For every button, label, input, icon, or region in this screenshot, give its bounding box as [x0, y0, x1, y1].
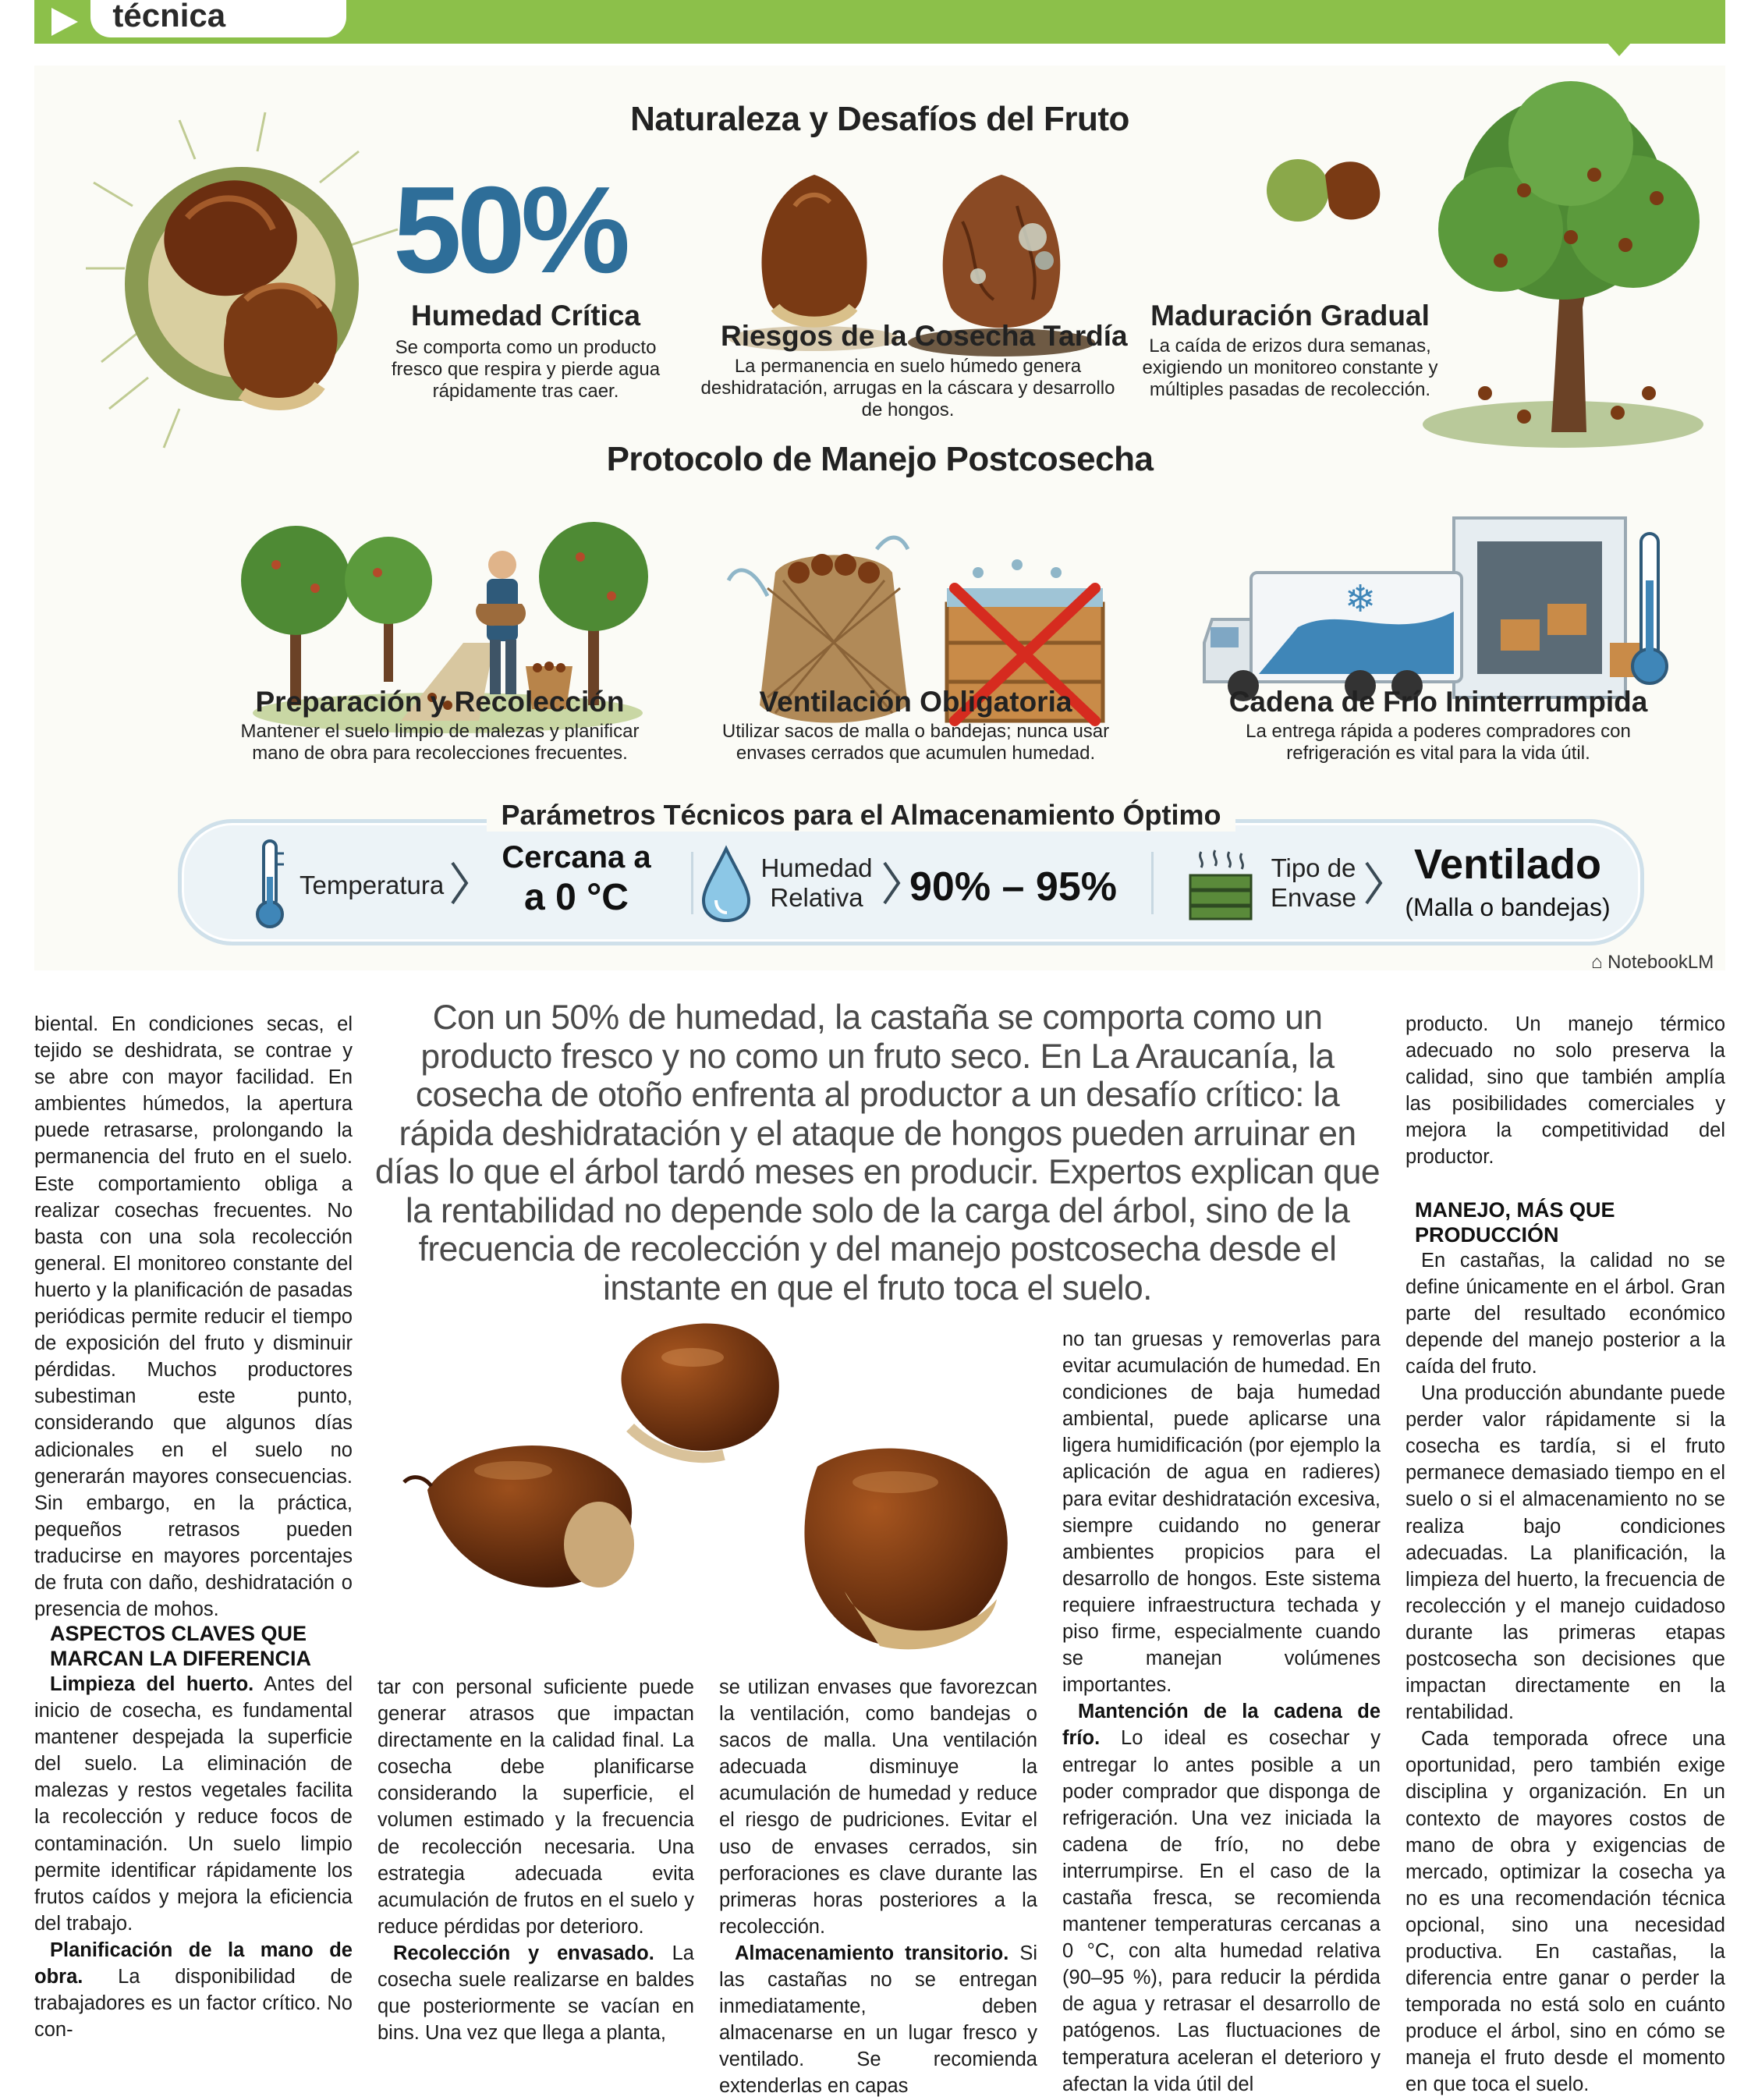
- paragraph: no tan gruesas y removerlas para evitar acumulación de humedad. En condiciones de baja humedad ambiental, puede aplicarse una ligera humidificación (por ejemplo la aplicación de agua en radieres) para evitar deshidratación excesiva, siempre cuidando no generar ambientes propicios para el desarrollo de hongos. Este sistema requiere infraestructura techada y piso firme, especialmente cuando se manejan volúmenes importantes.: [1062, 1328, 1381, 1697]
- water-drop-icon: [699, 846, 753, 924]
- card-text-ventilacion: Utilizar sacos de malla o bandejas; nunca usar envases cerrados que acumulen humedad.: [721, 721, 1110, 764]
- card-title-ventilacion: Ventilación Obligatoria: [759, 686, 1072, 718]
- article-column-2: [378, 1674, 694, 2046]
- thermometer-icon: [254, 838, 285, 931]
- param-value-humedad: 90% – 95%: [909, 864, 1117, 910]
- param-divider: [1151, 852, 1154, 914]
- paragraph: Cada temporada ofrece una oportunidad, pero también exige disciplina y organización. En un contexto de mayores costos de mano de obra y exigencias de mercado, optimizar la cosecha ya no es una recomendación técnica opcional, sino una necesidad productiva. En castañas, la diferencia entre ganar o perder la temporada no está solo en cuánto produce el árbol, sino en cómo se maneja el fruto desde el momento en que toca el suelo.: [1405, 1728, 1725, 2096]
- infographic-title-protocol: Protocolo de Manejo Postcosecha: [606, 440, 1154, 478]
- article-column-1-lower: [34, 1621, 353, 2043]
- param-label-temperatura: Temperatura: [300, 871, 445, 899]
- subheading: ASPECTOS CLAVES QUE MARCAN LA DIFERENCIA: [50, 1622, 311, 1670]
- card-title-preparacion: Preparación y Recolección: [255, 686, 625, 718]
- notebooklm-brand: ⌂ NotebookLM: [1591, 952, 1714, 973]
- play-arrow-icon: [34, 0, 90, 44]
- param-divider: [691, 852, 693, 914]
- param-value-envase: Ventilado (Malla o bandejas): [1405, 841, 1611, 921]
- subheading: MANEJO, MÁS QUE PRODUCCIÓN: [1415, 1197, 1615, 1247]
- card-text-cadena-frio: La entrega rápida a poderes compradores con refrigeración es vital para la vida útil.: [1246, 721, 1631, 764]
- paragraph: biental. En condiciones secas, el tejido se deshidrata, se contrae y se abre con mayor facilidad. En ambientes húmedos, la apertura puede retrasarse, prolongando la permanencia del fruto en el suelo. Este comportamiento obliga a realizar cosechas frecuentes. No basta con una sola recolección general. El monitoreo constante del huerto y la planificación de pasadas periódicas permite reducir el tiempo de exposición del fruto y disminuir pérdidas. Muchos productores subestiman este punto, considerando que algunos días adicionales en el suelo no generarán mayores consecuencias. Sin embargo, en la práctica, pequeños retrasos pueden traducirse en mayores porcentajes de fruta con daño, deshidratación o presencia de mohos.: [34, 1013, 353, 1621]
- article-column-1: [34, 1011, 353, 1623]
- paragraph: Recolección y envasado. La cosecha suele realizarse en baldes que posteriormente se vacían en bins. Una vez que llega a planta,: [378, 1942, 694, 2045]
- paragraph: En castañas, la calidad no se define únicamente en el árbol. Gran parte del resultado económico depende del manejo posterior a la caída del fruto.: [1405, 1249, 1725, 1378]
- param-label-envase: Tipo de Envase: [1270, 853, 1357, 912]
- chevron-right-icon: [449, 860, 470, 906]
- card-title-humedad: Humedad Crítica: [410, 300, 640, 332]
- chevron-right-icon: [881, 860, 902, 906]
- param-value-temperatura: Cercana a a 0 °C: [502, 840, 651, 918]
- article-column-5: [1405, 1011, 1725, 2098]
- chevron-right-icon: [1363, 860, 1384, 906]
- article-lede: Con un 50% de humedad, la castaña se comporta como un producto fresco y no como un fruto seco. En La Araucanía, la cosecha de otoño enfrenta al productor a un desafío crítico: la rápida deshidratación y el ataque de hongos pueden arruinar en días lo que el árbol tardó meses en producir. Expertos explican que la rentabilidad no depende solo de la carga del árbol, sino de la frecuencia de recolección y del manejo postcosecha desde el instante en que el fruto toca el suelo.: [374, 999, 1381, 1307]
- card-title-riesgos: Riesgos de la Cosecha Tardía: [721, 320, 1128, 352]
- card-text-preparacion: Mantener el suelo limpio de malezas y planificar mano de obra para recolecciones frecuentes.: [240, 721, 640, 764]
- paragraph: Una producción abundante puede perder valor rápidamente si la cosecha es tardía, si el fruto permanece demasiado tiempo en el suelo o si el almacenamiento no se realiza bajo condiciones adecuadas. La planificación, la limpieza del huerto, la frecuencia de recolección y el manejo cuidadoso durante las primeras etapas postcosecha son decisiones que impactan directamente en la rentabilidad.: [1405, 1382, 1725, 1724]
- humidity-stat: 50%: [393, 161, 626, 299]
- section-tag: [34, 0, 346, 44]
- paragraph: se utilizan envases que favorezcan la ventilación, como bandejas o sacos de malla. Una ventilación adecuada disminuye la acumulación de humedad y reduce el riesgo de pudriciones. Evitar el uso de envases cerrados, sin perforaciones es clave durante las primeras horas posteriores a la recolección.: [719, 1676, 1037, 1938]
- infographic: [34, 66, 1725, 973]
- section-tag-label: técnica: [90, 0, 346, 37]
- param-label-humedad: Humedad Relativa: [760, 853, 873, 912]
- ventilated-crate-icon: [1186, 844, 1256, 922]
- article-column-4: [1062, 1326, 1381, 2098]
- header-notch: [1607, 42, 1632, 56]
- paragraph: tar con personal suficiente puede generar atrasos que impactan directamente en la calidad final. La cosecha debe planificarse considerando la superficie, el volumen estimado y la frecuencia de recolección necesaria. Una estrategia adecuada evita acumulación de frutos en el suelo y reduce pérdidas por deterioro.: [378, 1676, 694, 1938]
- paragraph: Mantención de la cadena de frío. Lo ideal es cosechar y entregar lo antes posible a un poder comprador que disponga de refrigeración. Una vez iniciada la cadena de frío, no debe interrumpirse. En el caso de la castaña fresca, se recomienda mantener temperaturas cercanas a 0 °C, con alta humedad relativa (90–95 %), para reducir la pérdida de agua y retrasar el desarrollo de patógenos. Las fluctuaciones de temperatura aceleran el deterioro y afectan la vida útil del: [1062, 1701, 1381, 2095]
- card-text-humedad: Se comporta como un producto fresco que respira y pierde agua rápidamente tras caer.: [391, 337, 661, 402]
- chestnut-burr-illustration: [86, 112, 413, 456]
- chestnuts-photo: [396, 1311, 1036, 1677]
- paragraph: Almacenamiento transitorio. Si las castañas no se entregan inmediatamente, deben almacenarse en un lugar fresco y ventilado. Se recomienda extenderlas en capas: [719, 1942, 1037, 2098]
- article-column-3: [719, 1674, 1037, 2100]
- card-text-maduracion: La caída de erizos dura semanas, exigiendo un monitoreo constante y múltiples pasadas de recolección.: [1142, 335, 1438, 400]
- storage-parameters-title: Parámetros Técnicos para el Almacenamiento Óptimo: [487, 799, 1235, 832]
- svg-text:❄: ❄: [1345, 577, 1377, 621]
- paragraph: producto. Un manejo térmico adecuado no solo preserva la calidad, sino que también amplía las posibilidades comerciales y mejora la competitividad del productor.: [1405, 1013, 1725, 1169]
- chestnut-tree-illustration: [1251, 81, 1719, 471]
- notebook-icon: ⌂: [1591, 952, 1608, 973]
- paragraph: Limpieza del huerto. Antes del inicio de cosecha, es fundamental mantener despejada la superficie del suelo. La eliminación de malezas y restos vegetales facilita la recolección y reduce focos de contaminación. Un suelo limpio permite identificar rápidamente los frutos caídos y mejora la eficiencia del trabajo.: [34, 1673, 353, 1935]
- paragraph: Planificación de la mano de obra. La disponibilidad de trabajadores es un factor crítico. No con-: [34, 1939, 353, 2041]
- card-title-maduracion: Maduración Gradual: [1150, 300, 1430, 332]
- card-text-riesgos: La permanencia en suelo húmedo genera deshidratación, arrugas en la cáscara y desarrollo de hongos.: [700, 356, 1115, 420]
- card-title-cadena-frio: Cadena de Frío Ininterrumpida: [1228, 686, 1648, 718]
- infographic-title-nature: Naturaleza y Desafíos del Fruto: [630, 100, 1129, 138]
